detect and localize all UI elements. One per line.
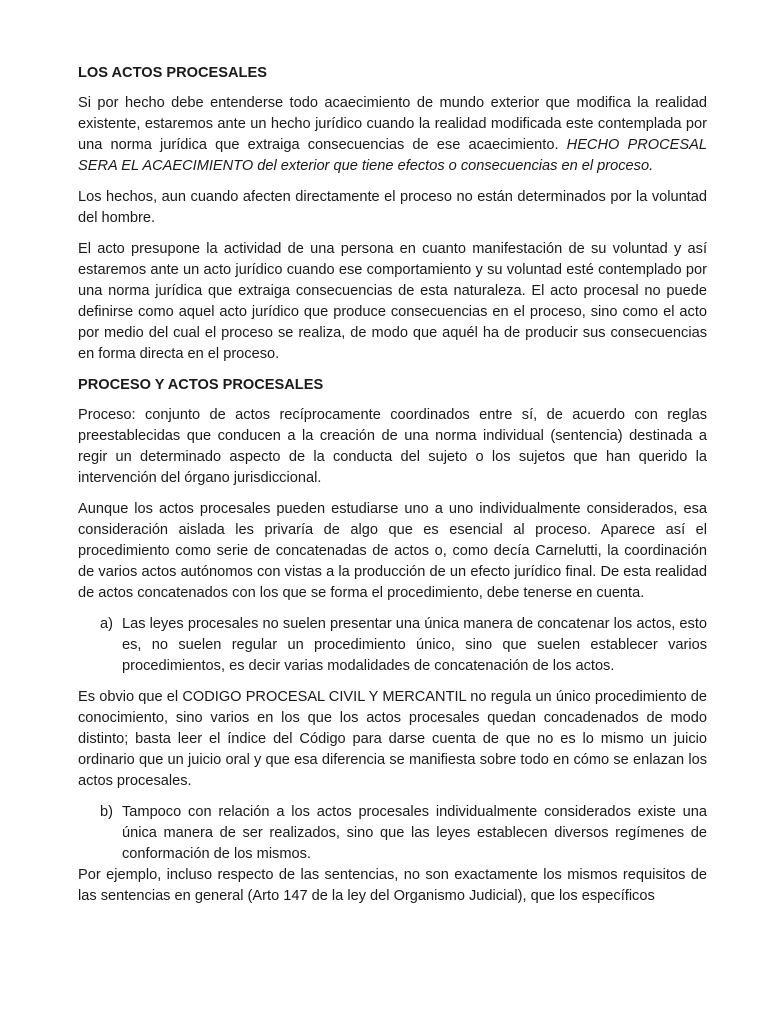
list-item-a <box>78 614 707 677</box>
list-item-b <box>78 802 707 865</box>
section-heading-proceso: PROCESO Y ACTOS PROCESALES <box>78 377 324 393</box>
list-marker: b) <box>100 804 113 820</box>
paragraph-hecho-procesal <box>78 93 707 177</box>
paragraph-sentencias: Por ejemplo, incluso respecto de las sentencias, no son exactamente los mismos requisitos de las sentencias en general (Arto 147 de la ley del Organismo Judicial), que los específicos <box>78 867 707 904</box>
paragraph-acto: El acto presupone la actividad de una persona en cuanto manifestación de su voluntad y así estaremos ante un acto jurídico cuando ese comportamiento y su voluntad esté contemplado por una norma jurídica que extraiga consecuencias de esta naturaleza. El acto procesal no puede definirse como aquel acto jurídico que produce consecuencias en el proceso, sino como el acto por medio del cual el proceso se realiza, de modo que aquél ha de producir sus consecuencias en forma directa en el proceso. <box>78 241 707 362</box>
paragraph-text: Si por hecho debe entenderse todo acaecimiento de mundo exterior que modifica la realidad existente, estaremos ante un hecho jurídico cuando la realidad modificada este contemplada por una norma jurídica que extraiga consecuencias de ese acaecimiento. <box>78 95 707 153</box>
paragraph-concatenacion: Aunque los actos procesales pueden estudiarse uno a uno individualmente considerados, esa consideración aislada les privaría de algo que es esencial al proceso. Aparece así el procedimiento como serie de concatenadas de actos o, como decía Carnelutti, la coordinación de varios actos autónomos con vistas a la producción de un efecto jurídico final. De esta realidad de actos concatenados con los que se forma el procedimiento, debe tenerse en cuenta. <box>78 501 707 601</box>
paragraph-hechos: Los hechos, aun cuando afecten directamente el proceso no están determinados por la voluntad del hombre. <box>78 189 707 226</box>
list-marker: a) <box>100 616 113 632</box>
paragraph-italic-text: HECHO PROCESAL SERA EL ACAECIMIENTO del exterior que tiene efectos o consecuencias en el proceso. <box>78 137 707 174</box>
list-item-text: Tampoco con relación a los actos procesales individualmente considerados existe una única manera de ser realizados, sino que las leyes establecen diversos regímenes de conformación de los mismos. <box>122 804 707 862</box>
paragraph-proceso-definicion: Proceso: conjunto de actos recíprocamente coordinados entre sí, de acuerdo con reglas preestablecidas que conducen a la creación de una norma individual (sentencia) destinada a regir un determinado aspecto de la conducta del sujeto o los sujetos que han querido la intervención del órgano jurisdiccional. <box>78 407 707 486</box>
paragraph-codigo-procesal: Es obvio que el CODIGO PROCESAL CIVIL Y MERCANTIL no regula un único procedimiento de conocimiento, sino varios en los que los actos procesales quedan concadenados de modo distinto; basta leer el índice del Código para darse cuenta de que no es lo mismo un juicio ordinario que un juicio oral y que esa diferencia se manifiesta sobre todo en cómo se enlazan los actos procesales. <box>78 689 707 789</box>
document-page <box>78 63 707 907</box>
section-heading-actos-procesales: LOS ACTOS PROCESALES <box>78 65 267 81</box>
list-item-text: Las leyes procesales no suelen presentar una única manera de concatenar los actos, esto es, no suelen regular un procedimiento único, sino que suelen establecer varios procedimientos, es decir varias modalidades de concatenación de los actos. <box>122 616 707 674</box>
